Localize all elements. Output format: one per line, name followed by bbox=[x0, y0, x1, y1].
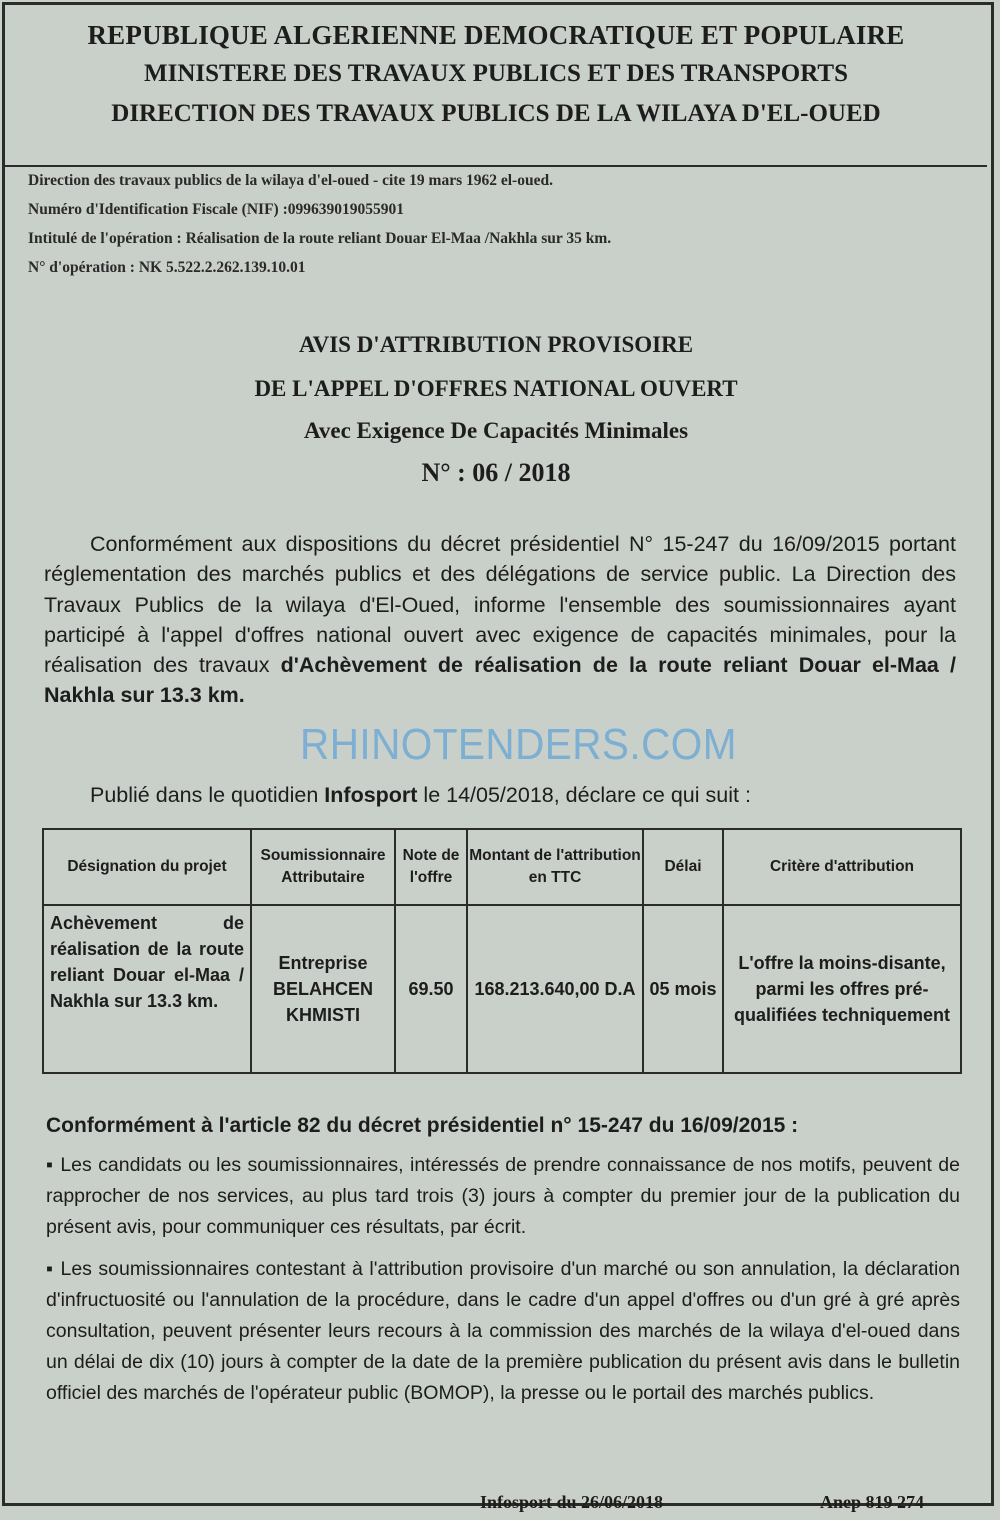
notice-title-3: Avec Exigence De Capacités Minimales bbox=[303, 418, 689, 443]
bullet-item-2: ▪ Les soumissionnaires contestant à l'attribution provisoire d'un marché ou son annulation, la déclaration d'infructuosité ou l'annulation de la procédure, dans le cadre d'un appel d'offres ou d'un gré à gré après consultation, peuvent présenter leurs recours à la commission des marchés de la wilaya d'el-oued dans un délai de dix (10) jours à compter de la date de la première publication du présent avis dans le bulletin officiel des marchés de l'opérateur public (BOMOP), la presse ou le portail des marchés publics. bbox=[46, 1258, 960, 1404]
header-ministry: MINISTERE DES TRAVAUX PUBLICS ET DES TRANSPORTS bbox=[144, 60, 848, 87]
cell-critere: L'offre la moins-disante, parmi les offres pré-qualifiées techniquement bbox=[723, 905, 961, 1073]
notice-number: N° : 06 / 2018 bbox=[421, 458, 571, 487]
cell-delai: 05 mois bbox=[643, 905, 723, 1073]
results-table bbox=[42, 828, 962, 1074]
footer-anep: Anep 819 274 bbox=[820, 1492, 925, 1512]
cell-note: 69.50 bbox=[395, 905, 467, 1073]
publication-pre: Publié dans le quotidien bbox=[90, 783, 325, 807]
col-critere: Critère d'attribution bbox=[723, 829, 961, 905]
col-delai: Délai bbox=[643, 829, 723, 905]
cell-soumissionnaire: Entreprise BELAHCEN KHMISTI bbox=[251, 905, 395, 1073]
intro-project-name: d'Achèvement de réalisation de la route reliant Douar el-Maa / Nakhla sur 13.3 km. bbox=[44, 653, 956, 708]
info-operation-title: Intitulé de l'opération : Réalisation de la route reliant Douar El-Maa /Nakhla sur 35 km. bbox=[28, 230, 612, 247]
watermark: RHINOTENDERS.COM bbox=[300, 720, 737, 769]
col-note: Note de l'offre bbox=[395, 829, 467, 905]
header-republic: REPUBLIQUE ALGERIENNE DEMOCRATIQUE ET POPULAIRE bbox=[87, 20, 905, 50]
article-heading: Conformément à l'article 82 du décret présidentiel n° 15-247 du 16/09/2015 : bbox=[46, 1114, 799, 1137]
info-nif: Numéro d'Identification Fiscale (NIF) :099639019055901 bbox=[28, 201, 404, 218]
bullet-item-1: ▪ Les candidats ou les soumissionnaires, intéressés de prendre connaissance de nos motifs, peuvent de rapprocher de nos services, au plus tard trois (3) jours à compter du premier jour de la publication du présent avis, pour communiquer ces résultats, par écrit. bbox=[46, 1154, 960, 1238]
footer-source: Infosport du 26/06/2018 bbox=[480, 1492, 664, 1512]
publication-paragraph bbox=[44, 780, 956, 810]
info-block bbox=[28, 166, 611, 282]
intro-paragraph bbox=[44, 529, 956, 711]
table-header-row bbox=[43, 829, 961, 905]
info-operation-number: N° d'opération : NK 5.522.2.262.139.10.01 bbox=[28, 259, 306, 276]
publication-newspaper: Infosport bbox=[324, 783, 418, 807]
header-direction: DIRECTION DES TRAVAUX PUBLICS DE LA WILAYA D'EL-OUED bbox=[111, 100, 881, 127]
info-address: Direction des travaux publics de la wilaya d'el-oued - cite 19 mars 1962 el-oued. bbox=[28, 172, 553, 189]
col-montant: Montant de l'attribution en TTC bbox=[467, 829, 643, 905]
notice-title-2: DE L'APPEL D'OFFRES NATIONAL OUVERT bbox=[254, 376, 738, 401]
table-row bbox=[43, 905, 961, 1073]
cell-designation: Achèvement de réalisation de la route reliant Douar el-Maa / Nakhla sur 13.3 km. bbox=[43, 905, 251, 1073]
intro-text: Conformément aux dispositions du décret présidentiel N° 15-247 du 16/09/2015 portant réglementation des marchés publics et des délégations de service public. La Direction des Travaux Publics de la wilaya d'El-Oued, informe l'ensemble des soumissionnaires ayant participé à l'appel d'offres national ouvert avec exigence de capacités minimales, pour la réalisation des travaux bbox=[44, 532, 956, 678]
notice-title-1: AVIS D'ATTRIBUTION PROVISOIRE bbox=[298, 332, 694, 357]
publication-post: le 14/05/2018, déclare ce qui suit : bbox=[417, 783, 751, 807]
cell-montant: 168.213.640,00 D.A bbox=[467, 905, 643, 1073]
col-soumissionnaire: Soumissionnaire Attributaire bbox=[251, 829, 395, 905]
col-designation: Désignation du projet bbox=[43, 829, 251, 905]
